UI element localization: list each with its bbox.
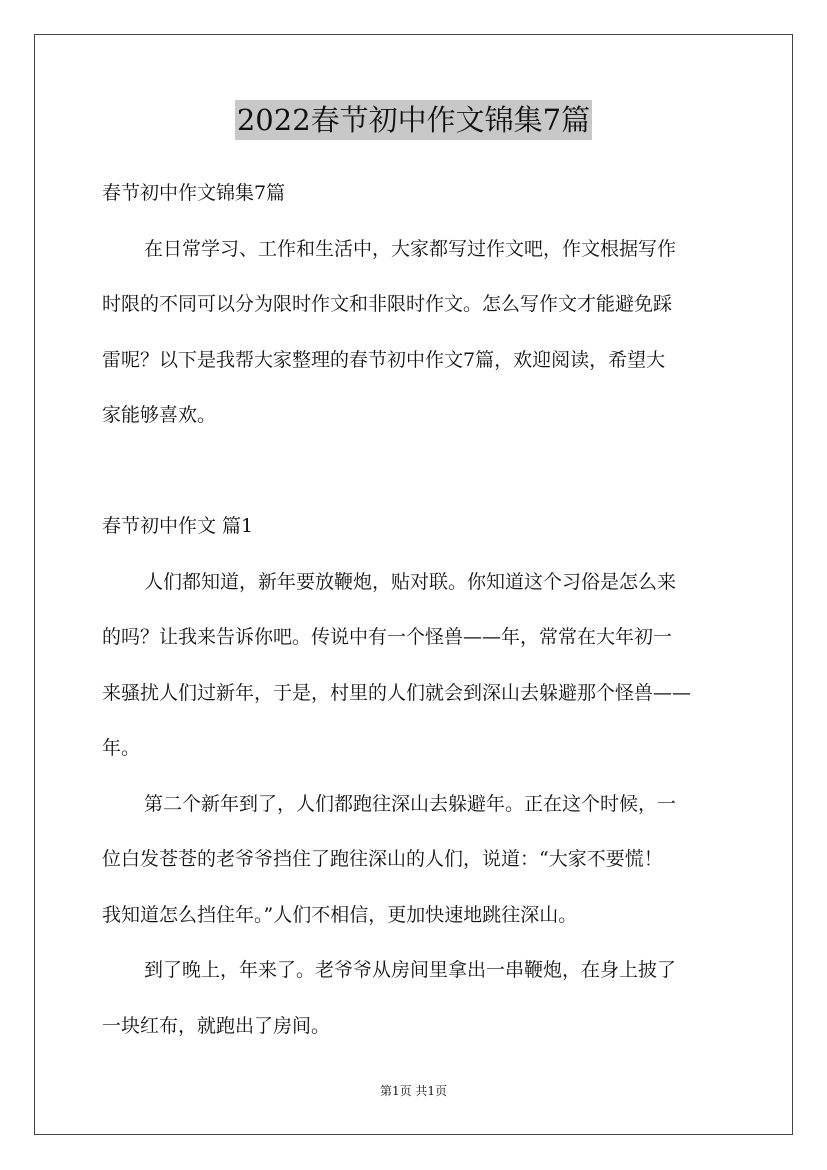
paragraph-line: 来骚扰人们过新年，于是，村里的人们就会到深山去躲避那个怪兽—— [102,681,692,704]
paragraph-line: 雷呢？以下是我帮大家整理的春节初中作文7篇，欢迎阅读，希望大 [102,348,666,371]
paragraph-line: 的吗？让我来告诉你吧。传说中有一个怪兽——年，常常在大年初一 [102,626,673,648]
paragraph-line: 第二个新年到了，人们都跑往深山去躲避年。正在这个时候，一 [144,792,677,815]
document-subtitle: 春节初中作文锦集7篇 [102,182,286,204]
paragraph-line: 家能够喜欢。 [102,404,217,426]
section-heading: 春节初中作文 篇1 [102,515,254,537]
document-title: 2022春节初中作文锦集7篇 [235,100,592,140]
paragraph-line: 人们都知道，新年要放鞭炮，贴对联。你知道这个习俗是怎么来 [144,570,677,593]
paragraph-line: 到了晚上，年来了。老爷爷从房间里拿出一串鞭炮，在身上披了 [144,959,677,981]
title-container [0,100,827,140]
paragraph-line: 位白发苍苍的老爷爷挡住了跑往深山的人们，说道：“大家不要慌！ [102,848,663,870]
page-footer: 第1页 共1页 [379,1084,448,1098]
paragraph-line: 在日常学习、工作和生活中，大家都写过作文吧，作文根据写作 [144,237,677,260]
paragraph-line: 时限的不同可以分为限时作文和非限时作文。怎么写作文才能避免踩 [102,293,673,315]
section-spacer [102,450,726,506]
paragraph-line: 一块红布，就跑出了房间。 [102,1014,331,1037]
document-body [102,172,726,1060]
paragraph-line: 我知道怎么挡住年。”人们不相信，更加快速地跳往深山。 [102,903,578,926]
paragraph-line: 年。 [102,737,141,759]
